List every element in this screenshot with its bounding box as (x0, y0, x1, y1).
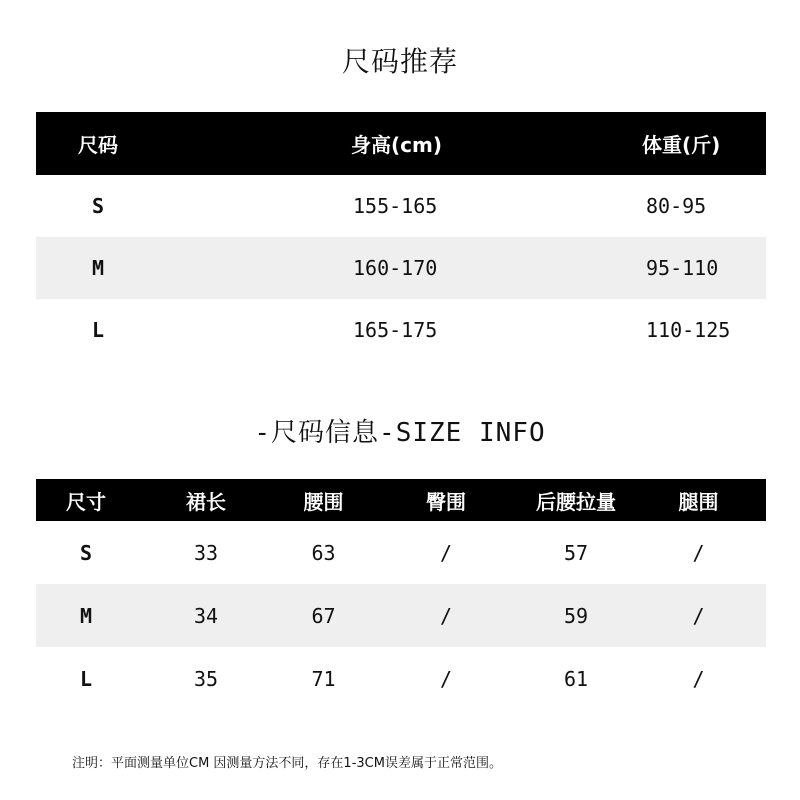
skirt-length-cell: 33 (193, 540, 219, 565)
table-row (36, 175, 766, 237)
header-waist: 腰围 (303, 489, 344, 514)
size-cell: S (79, 540, 93, 565)
measurement-note: 注明：平面测量单位CM 因测量方法不同，存在1-3CM误差属于正常范围。 (72, 756, 502, 771)
size-cell: L (92, 318, 105, 342)
table-row (36, 647, 766, 710)
thigh-cell: / (692, 540, 705, 565)
header-height: 身高(cm) (351, 133, 442, 157)
waist-cell: 63 (311, 540, 336, 565)
back-waist-stretch-cell: 59 (563, 603, 589, 628)
size-info-table (36, 479, 766, 710)
header-size: 尺码 (78, 133, 118, 157)
header-back-waist-stretch: 后腰拉量 (536, 489, 616, 514)
thigh-cell: / (692, 603, 705, 628)
weight-cell: 110-125 (646, 318, 731, 342)
size-cell: M (79, 603, 93, 628)
table-header-row (36, 479, 766, 521)
table-row (36, 584, 766, 647)
header-skirt-length: 裙长 (186, 489, 226, 514)
back-waist-stretch-cell: 61 (563, 666, 589, 691)
hip-cell: / (439, 666, 453, 691)
hip-cell: / (439, 603, 453, 628)
table-row (36, 521, 766, 584)
header-thigh: 腿围 (678, 489, 719, 514)
size-cell: L (79, 666, 93, 691)
waist-cell: 71 (311, 666, 336, 691)
height-cell: 155-165 (353, 194, 438, 218)
table-row (36, 237, 766, 299)
hip-cell: / (439, 540, 453, 565)
weight-cell: 95-110 (646, 256, 719, 280)
header-hip: 臀围 (426, 489, 466, 514)
height-cell: 160-170 (353, 256, 438, 280)
table-row (36, 299, 766, 361)
size-recommendation-title: 尺码推荐 (341, 45, 458, 78)
skirt-length-cell: 34 (193, 603, 219, 628)
size-cell: M (92, 256, 105, 280)
table-header-row (36, 112, 766, 175)
back-waist-stretch-cell: 57 (563, 540, 589, 565)
header-size: 尺寸 (66, 489, 106, 514)
waist-cell: 67 (311, 603, 336, 628)
skirt-length-cell: 35 (193, 666, 219, 691)
size-recommendation-table (36, 112, 766, 361)
weight-cell: 80-95 (646, 194, 707, 218)
thigh-cell: / (692, 666, 705, 691)
size-cell: S (92, 194, 105, 218)
header-weight: 体重(斤) (642, 133, 721, 157)
height-cell: 165-175 (353, 318, 438, 342)
size-info-title: -尺码信息-SIZE INFO (254, 418, 546, 448)
